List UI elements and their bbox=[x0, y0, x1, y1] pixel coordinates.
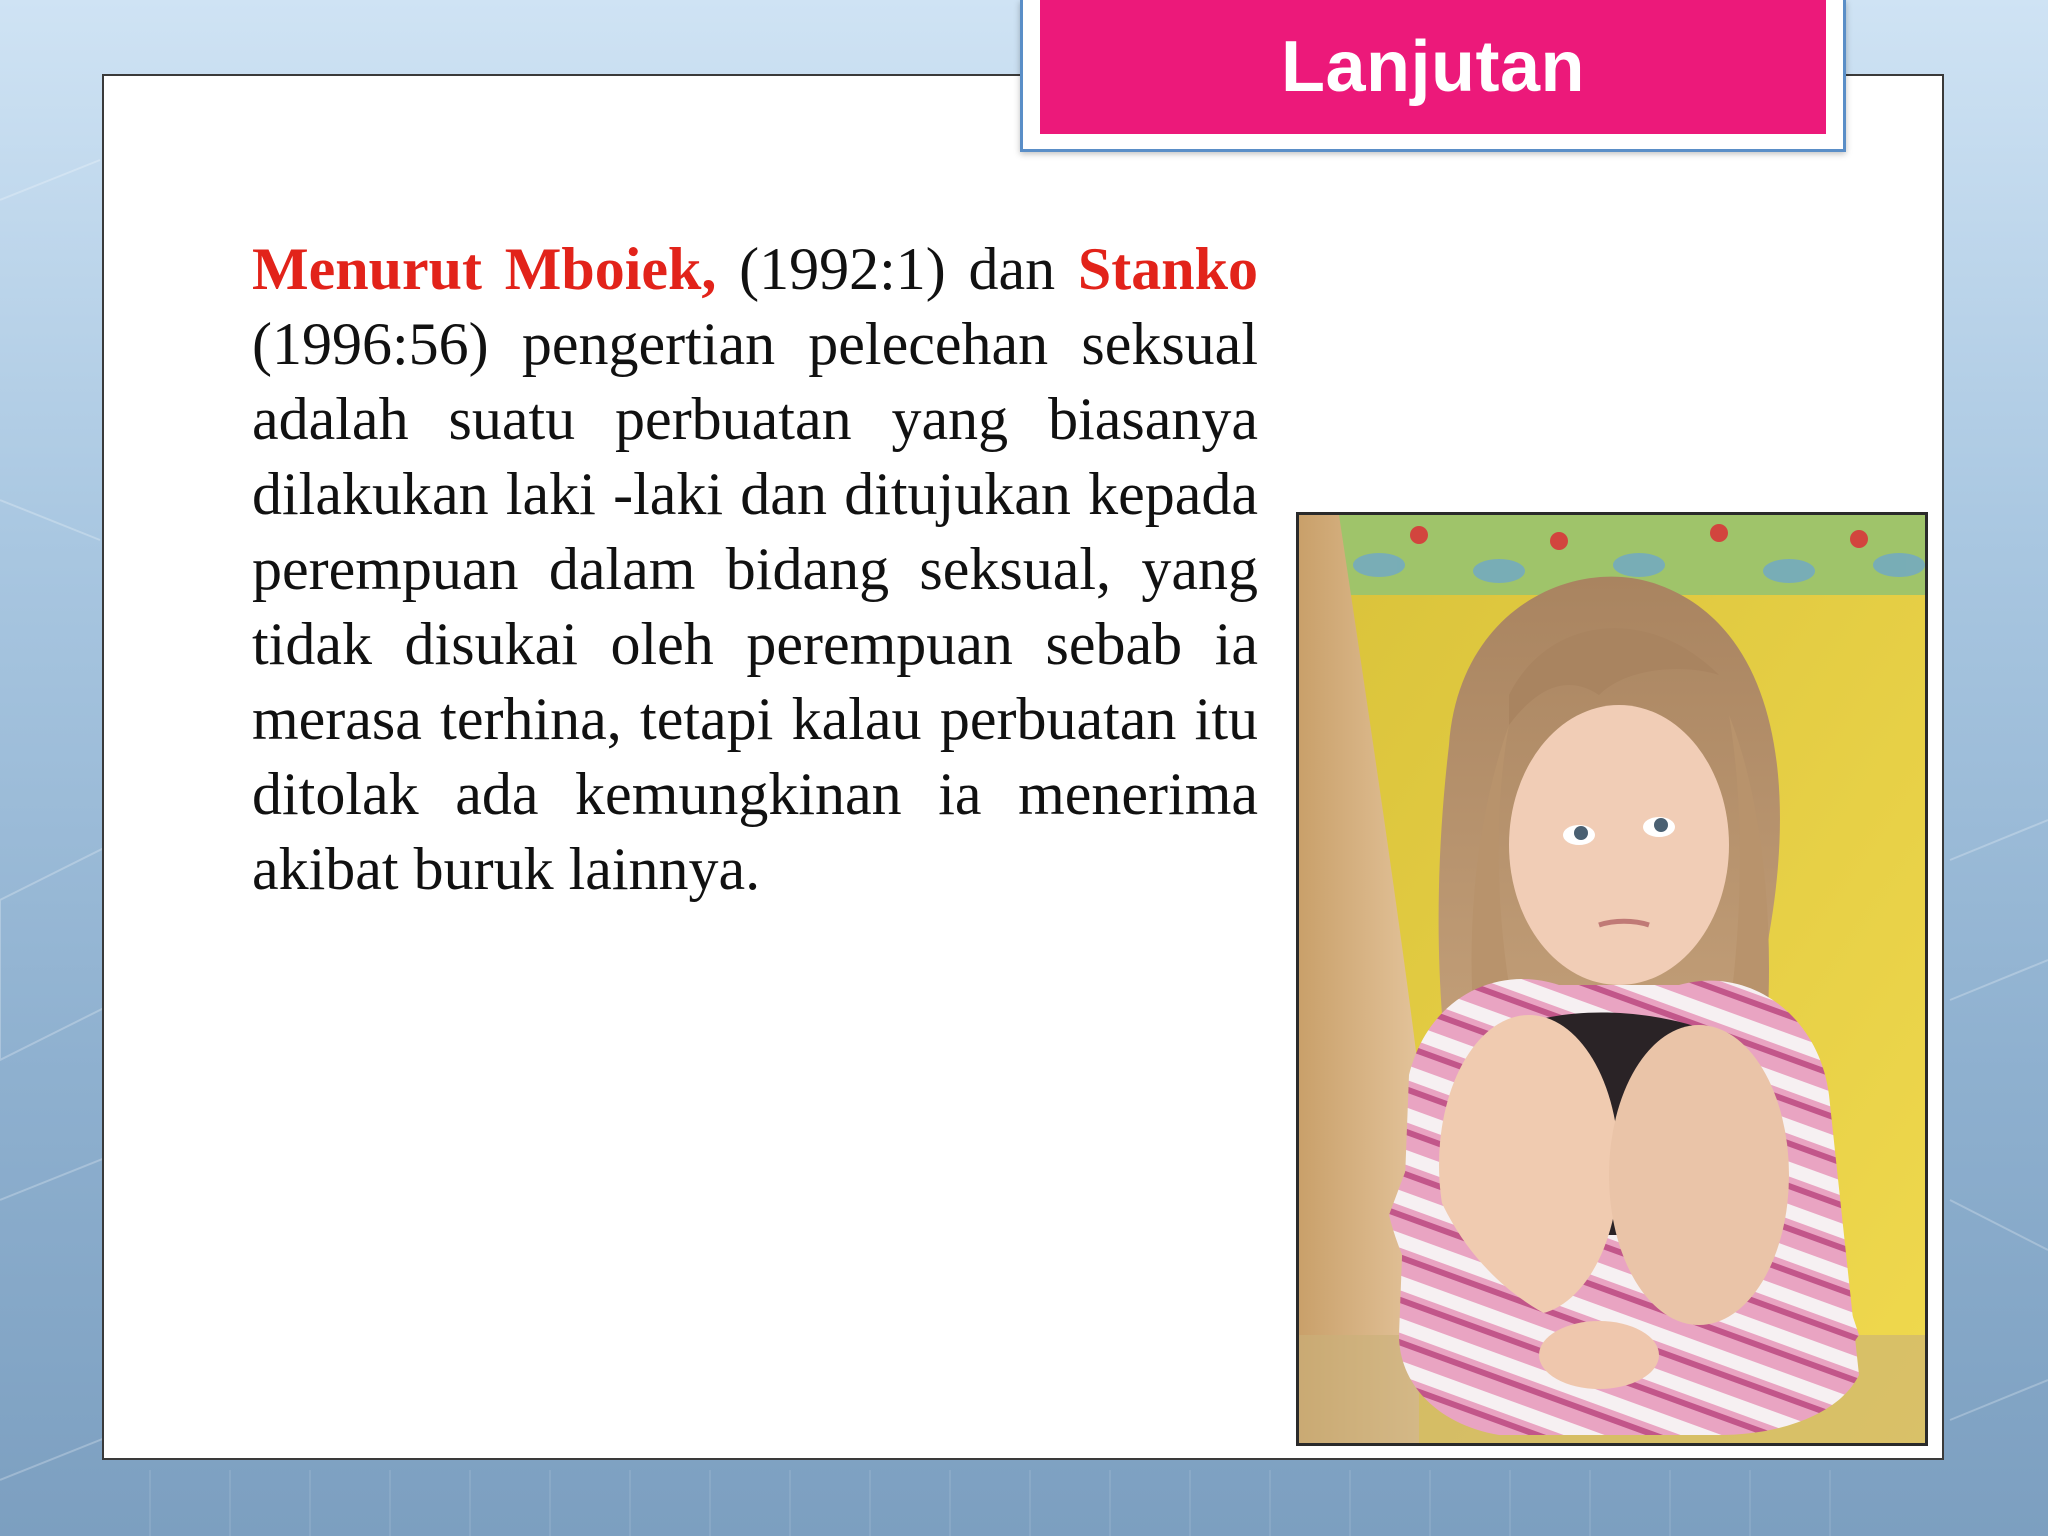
photo-illustration bbox=[1299, 515, 1925, 1443]
body-paragraph bbox=[252, 232, 1258, 907]
photo-girl-hugging-knees bbox=[1296, 512, 1928, 1446]
author-stanko: Stanko bbox=[1077, 236, 1258, 302]
slide-title: Lanjutan bbox=[1281, 27, 1585, 107]
title-bar bbox=[1040, 0, 1826, 134]
author-mboiek: Menurut Mboiek, bbox=[252, 236, 717, 302]
paragraph-text-part2: (1996:56) pengertian pelecehan seksual adalah suatu perbuatan yang biasanya dilakukan laki -laki dan ditujukan kepada perempuan dalam bidang seksual, yang tidak disukai oleh perempuan sebab ia merasa terhina, tetapi kalau perbuatan itu ditolak ada kemungkinan ia menerima akibat buruk lainnya. bbox=[252, 311, 1258, 902]
paragraph-text-part1: (1992:1) dan bbox=[716, 236, 1078, 302]
